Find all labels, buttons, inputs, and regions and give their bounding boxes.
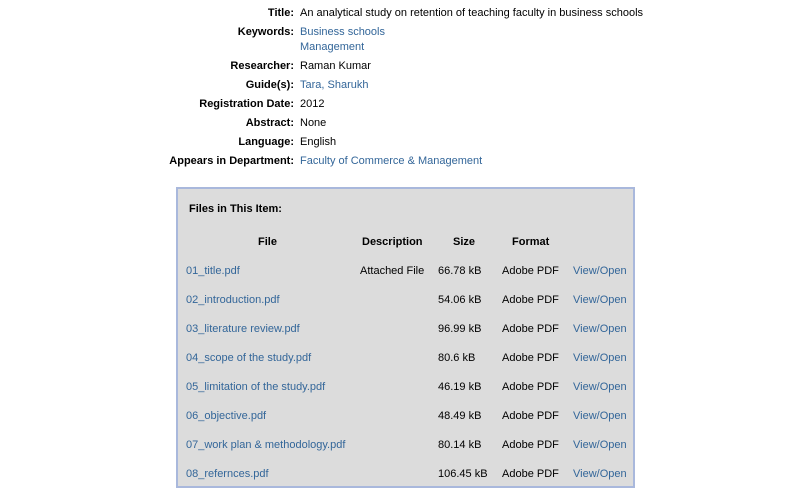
column-header-file: File (258, 236, 277, 248)
file-size: 80.14 kB (438, 439, 482, 451)
department-link[interactable]: Faculty of Commerce & Management (300, 155, 483, 167)
file-size: 46.19 kB (438, 381, 482, 393)
file-size: 106.45 kB (438, 468, 488, 480)
keywords-value (300, 25, 385, 55)
title-label: Title: (267, 7, 294, 19)
column-header-format: Format (512, 236, 550, 248)
title-value: An analytical study on retention of teaching faculty in business schools (300, 7, 644, 19)
file-link[interactable]: 01_title.pdf (186, 265, 240, 277)
registration-label: Registration Date: (199, 98, 294, 110)
file-format: Adobe PDF (502, 410, 559, 422)
language-value: English (300, 136, 337, 148)
file-link[interactable]: 05_limitation of the study.pdf (186, 381, 326, 393)
file-description: Attached File (360, 265, 425, 277)
file-link[interactable]: 08_refernces.pdf (186, 468, 269, 480)
column-header-size: Size (453, 236, 476, 248)
file-link[interactable]: 04_scope of the study.pdf (186, 352, 312, 364)
file-format: Adobe PDF (502, 352, 559, 364)
file-size: 66.78 kB (438, 265, 482, 277)
view-open-link[interactable]: View/Open (573, 352, 627, 364)
file-format: Adobe PDF (502, 439, 559, 451)
files-heading: Files in This Item: (189, 203, 282, 215)
file-link[interactable]: 06_objective.pdf (186, 410, 267, 422)
keyword-link[interactable]: Business schools (300, 26, 385, 38)
language-label: Language: (238, 136, 294, 148)
column-header-description: Description (362, 236, 423, 248)
files-panel (176, 187, 635, 488)
file-format: Adobe PDF (502, 294, 559, 306)
file-format: Adobe PDF (502, 468, 559, 480)
file-size: 80.6 kB (438, 352, 476, 364)
guide-label: Guide(s): (245, 79, 294, 91)
view-open-link[interactable]: View/Open (573, 323, 627, 335)
abstract-label: Abstract: (245, 117, 294, 129)
registration-value: 2012 (300, 98, 325, 110)
view-open-link[interactable]: View/Open (573, 381, 627, 393)
abstract-value: None (300, 117, 327, 129)
file-size: 54.06 kB (438, 294, 482, 306)
view-open-link[interactable]: View/Open (573, 468, 627, 480)
file-format: Adobe PDF (502, 381, 559, 393)
view-open-link[interactable]: View/Open (573, 294, 627, 306)
keywords-label: Keywords: (237, 26, 294, 38)
guide-link[interactable]: Tara, Sharukh (300, 79, 369, 91)
keyword-link[interactable]: Management (300, 41, 365, 53)
view-open-link[interactable]: View/Open (573, 265, 627, 277)
file-link[interactable]: 07_work plan & methodology.pdf (186, 439, 346, 451)
file-link[interactable]: 03_literature review.pdf (186, 323, 300, 335)
file-size: 96.99 kB (438, 323, 482, 335)
department-label: Appears in Department: (169, 155, 294, 167)
file-size: 48.49 kB (438, 410, 482, 422)
file-format: Adobe PDF (502, 323, 559, 335)
researcher-label: Researcher: (230, 60, 294, 72)
file-format: Adobe PDF (502, 265, 559, 277)
view-open-link[interactable]: View/Open (573, 439, 627, 451)
file-link[interactable]: 02_introduction.pdf (186, 294, 280, 306)
view-open-link[interactable]: View/Open (573, 410, 627, 422)
researcher-value: Raman Kumar (300, 60, 371, 72)
